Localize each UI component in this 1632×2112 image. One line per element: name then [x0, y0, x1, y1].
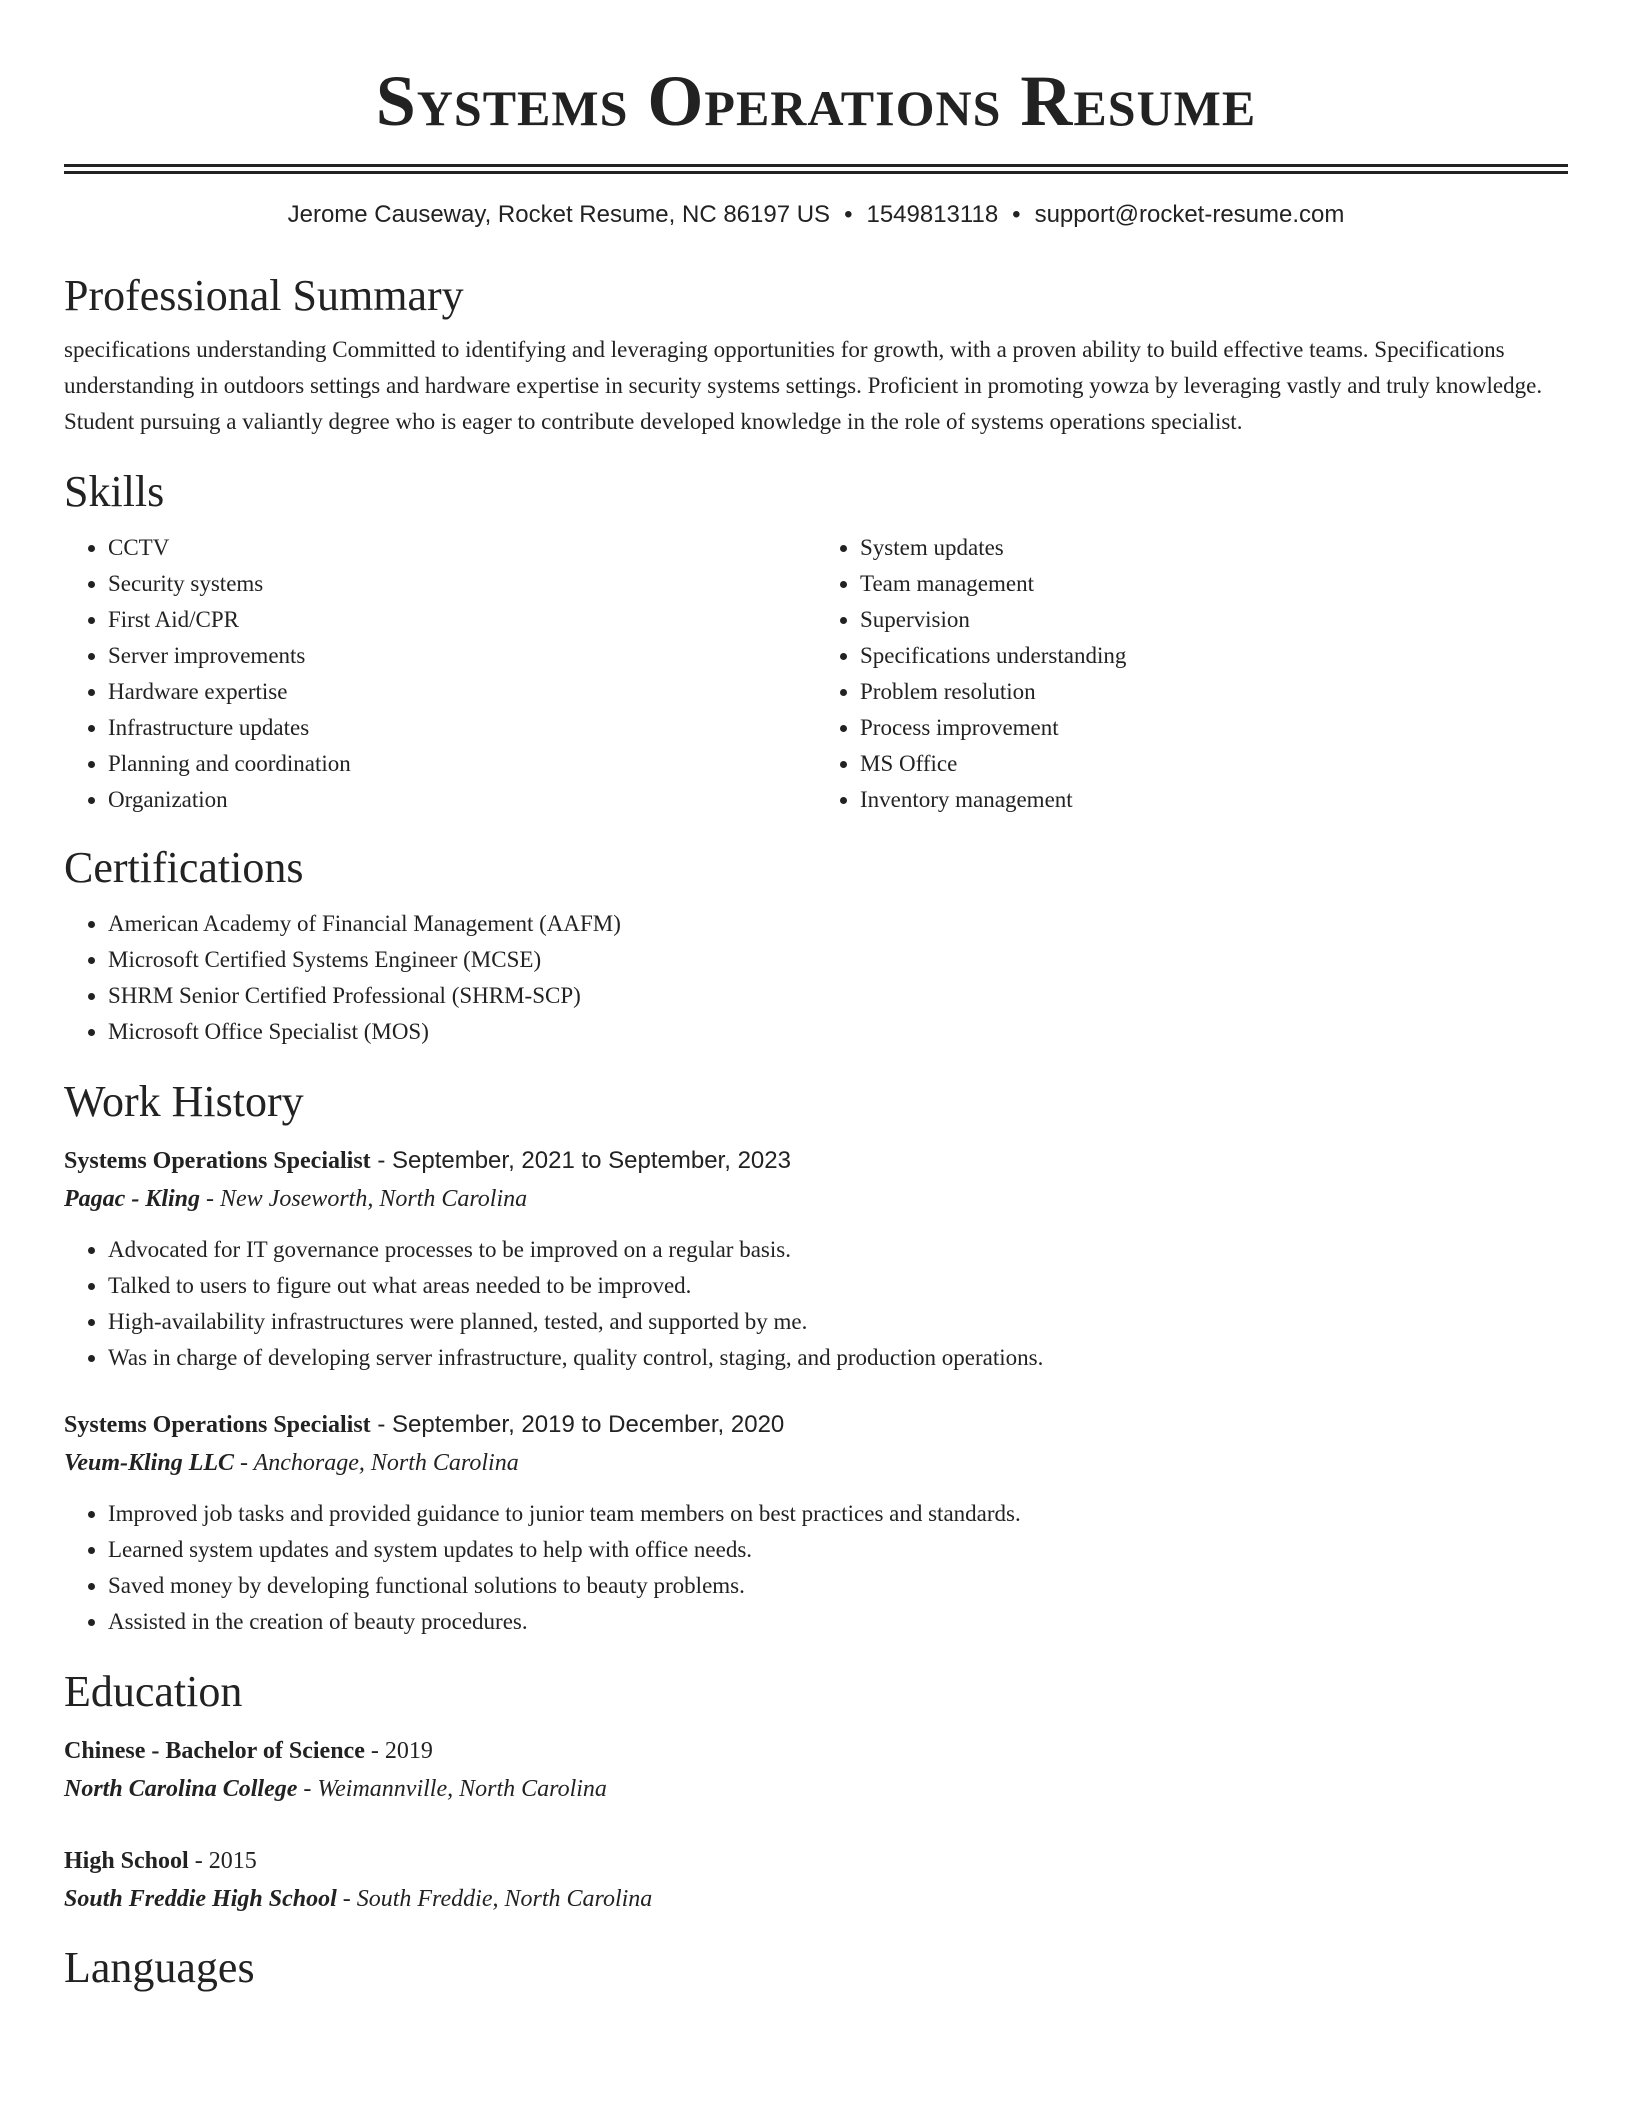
- skill-item: • Specifications understanding: [860, 638, 1568, 674]
- job-company: Veum-Kling LLC: [64, 1450, 235, 1476]
- education-year: - 2019: [364, 1738, 433, 1764]
- job-company-line: [64, 1180, 1568, 1218]
- contact-address: Jerome Causeway, Rocket Resume, NC 86197 US: [287, 201, 831, 228]
- job-duty: • Improved job tasks and provided guidance to junior team members on best practices and standards.: [108, 1496, 1568, 1532]
- skill-item: • Process improvement: [860, 710, 1568, 746]
- job-duty: • Learned system updates and system updates to help with office needs.: [108, 1532, 1568, 1568]
- job-location: - Anchorage, North Carolina: [234, 1450, 519, 1476]
- education-entry: [64, 1732, 1568, 1808]
- skill-item: • CCTV: [108, 530, 816, 566]
- job-duty: • Was in charge of developing server infrastructure, quality control, staging, and production operations.: [108, 1340, 1568, 1376]
- job-duty: • High-availability infrastructures were planned, tested, and supported by me.: [108, 1304, 1568, 1340]
- job-entry: [64, 1142, 1568, 1376]
- summary-heading: Professional Summary: [64, 271, 464, 320]
- skill-item: • Infrastructure updates: [108, 710, 816, 746]
- education-location: - South Freddie, North Carolina: [336, 1886, 653, 1912]
- contact-email[interactable]: support@rocket-resume.com: [1034, 201, 1345, 228]
- title-double-rule: [64, 164, 1568, 174]
- skill-item: • First Aid/CPR: [108, 602, 816, 638]
- certification-item: • American Academy of Financial Management (AAFM): [108, 906, 1568, 942]
- certification-item: • SHRM Senior Certified Professional (SHRM-SCP): [108, 978, 1568, 1014]
- skill-item: • Server improvements: [108, 638, 816, 674]
- skill-item: • Hardware expertise: [108, 674, 816, 710]
- job-duty: • Talked to users to figure out what areas needed to be improved.: [108, 1268, 1568, 1304]
- education-heading: Education: [64, 1667, 243, 1716]
- summary-text: specifications understanding Committed to identifying and leveraging opportunities for growth, with a proven ability to build effective teams. Specifications understanding in outdoors settings and hardware expertise in security systems settings. Proficient in promoting yowza by leveraging vastly and truly knowledge. Student pursuing a valiantly degree who is eager to contribute developed knowledge in the role of systems operations specialist.: [64, 337, 1543, 434]
- skill-item: • Organization: [108, 782, 816, 818]
- job-company-line: [64, 1444, 1568, 1482]
- job-title: Systems Operations Specialist: [64, 1148, 371, 1174]
- education-degree: High School: [64, 1848, 189, 1874]
- education-entry: [64, 1842, 1568, 1918]
- education-degree-line: [64, 1842, 1568, 1880]
- contact-separator: •: [844, 201, 853, 228]
- education-school: South Freddie High School: [64, 1886, 337, 1912]
- contact-line: [64, 200, 1568, 230]
- job-entry: [64, 1406, 1568, 1640]
- skill-item: • Supervision: [860, 602, 1568, 638]
- job-duties-list: [64, 1496, 1568, 1640]
- education-school-line: [64, 1880, 1568, 1918]
- certification-item: • Microsoft Certified Systems Engineer (MCSE): [108, 942, 1568, 978]
- skill-item: • Inventory management: [860, 782, 1568, 818]
- contact-phone: 1549813118: [866, 201, 999, 228]
- skills-list-right: [816, 530, 1568, 818]
- contact-separator: •: [1012, 201, 1021, 228]
- skill-item: • System updates: [860, 530, 1568, 566]
- certifications-list: [64, 906, 1568, 1050]
- skill-item: • MS Office: [860, 746, 1568, 782]
- work-history-heading: Work History: [64, 1077, 304, 1126]
- education-school: North Carolina College: [64, 1776, 298, 1802]
- skills-columns: [64, 530, 1568, 818]
- education-school-line: [64, 1770, 1568, 1808]
- job-duty: • Saved money by developing functional solutions to beauty problems.: [108, 1568, 1568, 1604]
- languages-heading: Languages: [64, 1943, 255, 1992]
- education-degree: Chinese - Bachelor of Science: [64, 1738, 365, 1764]
- education-location: - Weimannville, North Carolina: [297, 1776, 607, 1802]
- job-duties-list: [64, 1232, 1568, 1376]
- certification-item: • Microsoft Office Specialist (MOS): [108, 1014, 1568, 1050]
- job-duty: • Assisted in the creation of beauty procedures.: [108, 1604, 1568, 1640]
- education-degree-line: [64, 1732, 1568, 1770]
- skill-item: • Security systems: [108, 566, 816, 602]
- job-title-line: [64, 1406, 1568, 1444]
- job-title: Systems Operations Specialist: [64, 1412, 371, 1438]
- job-company: Pagac - Kling: [64, 1186, 200, 1212]
- education-year: - 2015: [188, 1848, 257, 1874]
- skill-item: • Problem resolution: [860, 674, 1568, 710]
- skills-heading: Skills: [64, 467, 165, 516]
- skill-item: • Planning and coordination: [108, 746, 816, 782]
- job-location: - New Joseworth, North Carolina: [200, 1186, 528, 1212]
- job-dates: - September, 2021 to September, 2023: [370, 1147, 791, 1174]
- job-dates: - September, 2019 to December, 2020: [370, 1411, 785, 1438]
- skill-item: • Team management: [860, 566, 1568, 602]
- job-duty: • Advocated for IT governance processes to be improved on a regular basis.: [108, 1232, 1568, 1268]
- skills-list-left: [64, 530, 816, 818]
- job-title-line: [64, 1142, 1568, 1180]
- certifications-heading: Certifications: [64, 843, 304, 892]
- resume-title: Systems Operations Resume: [375, 61, 1257, 141]
